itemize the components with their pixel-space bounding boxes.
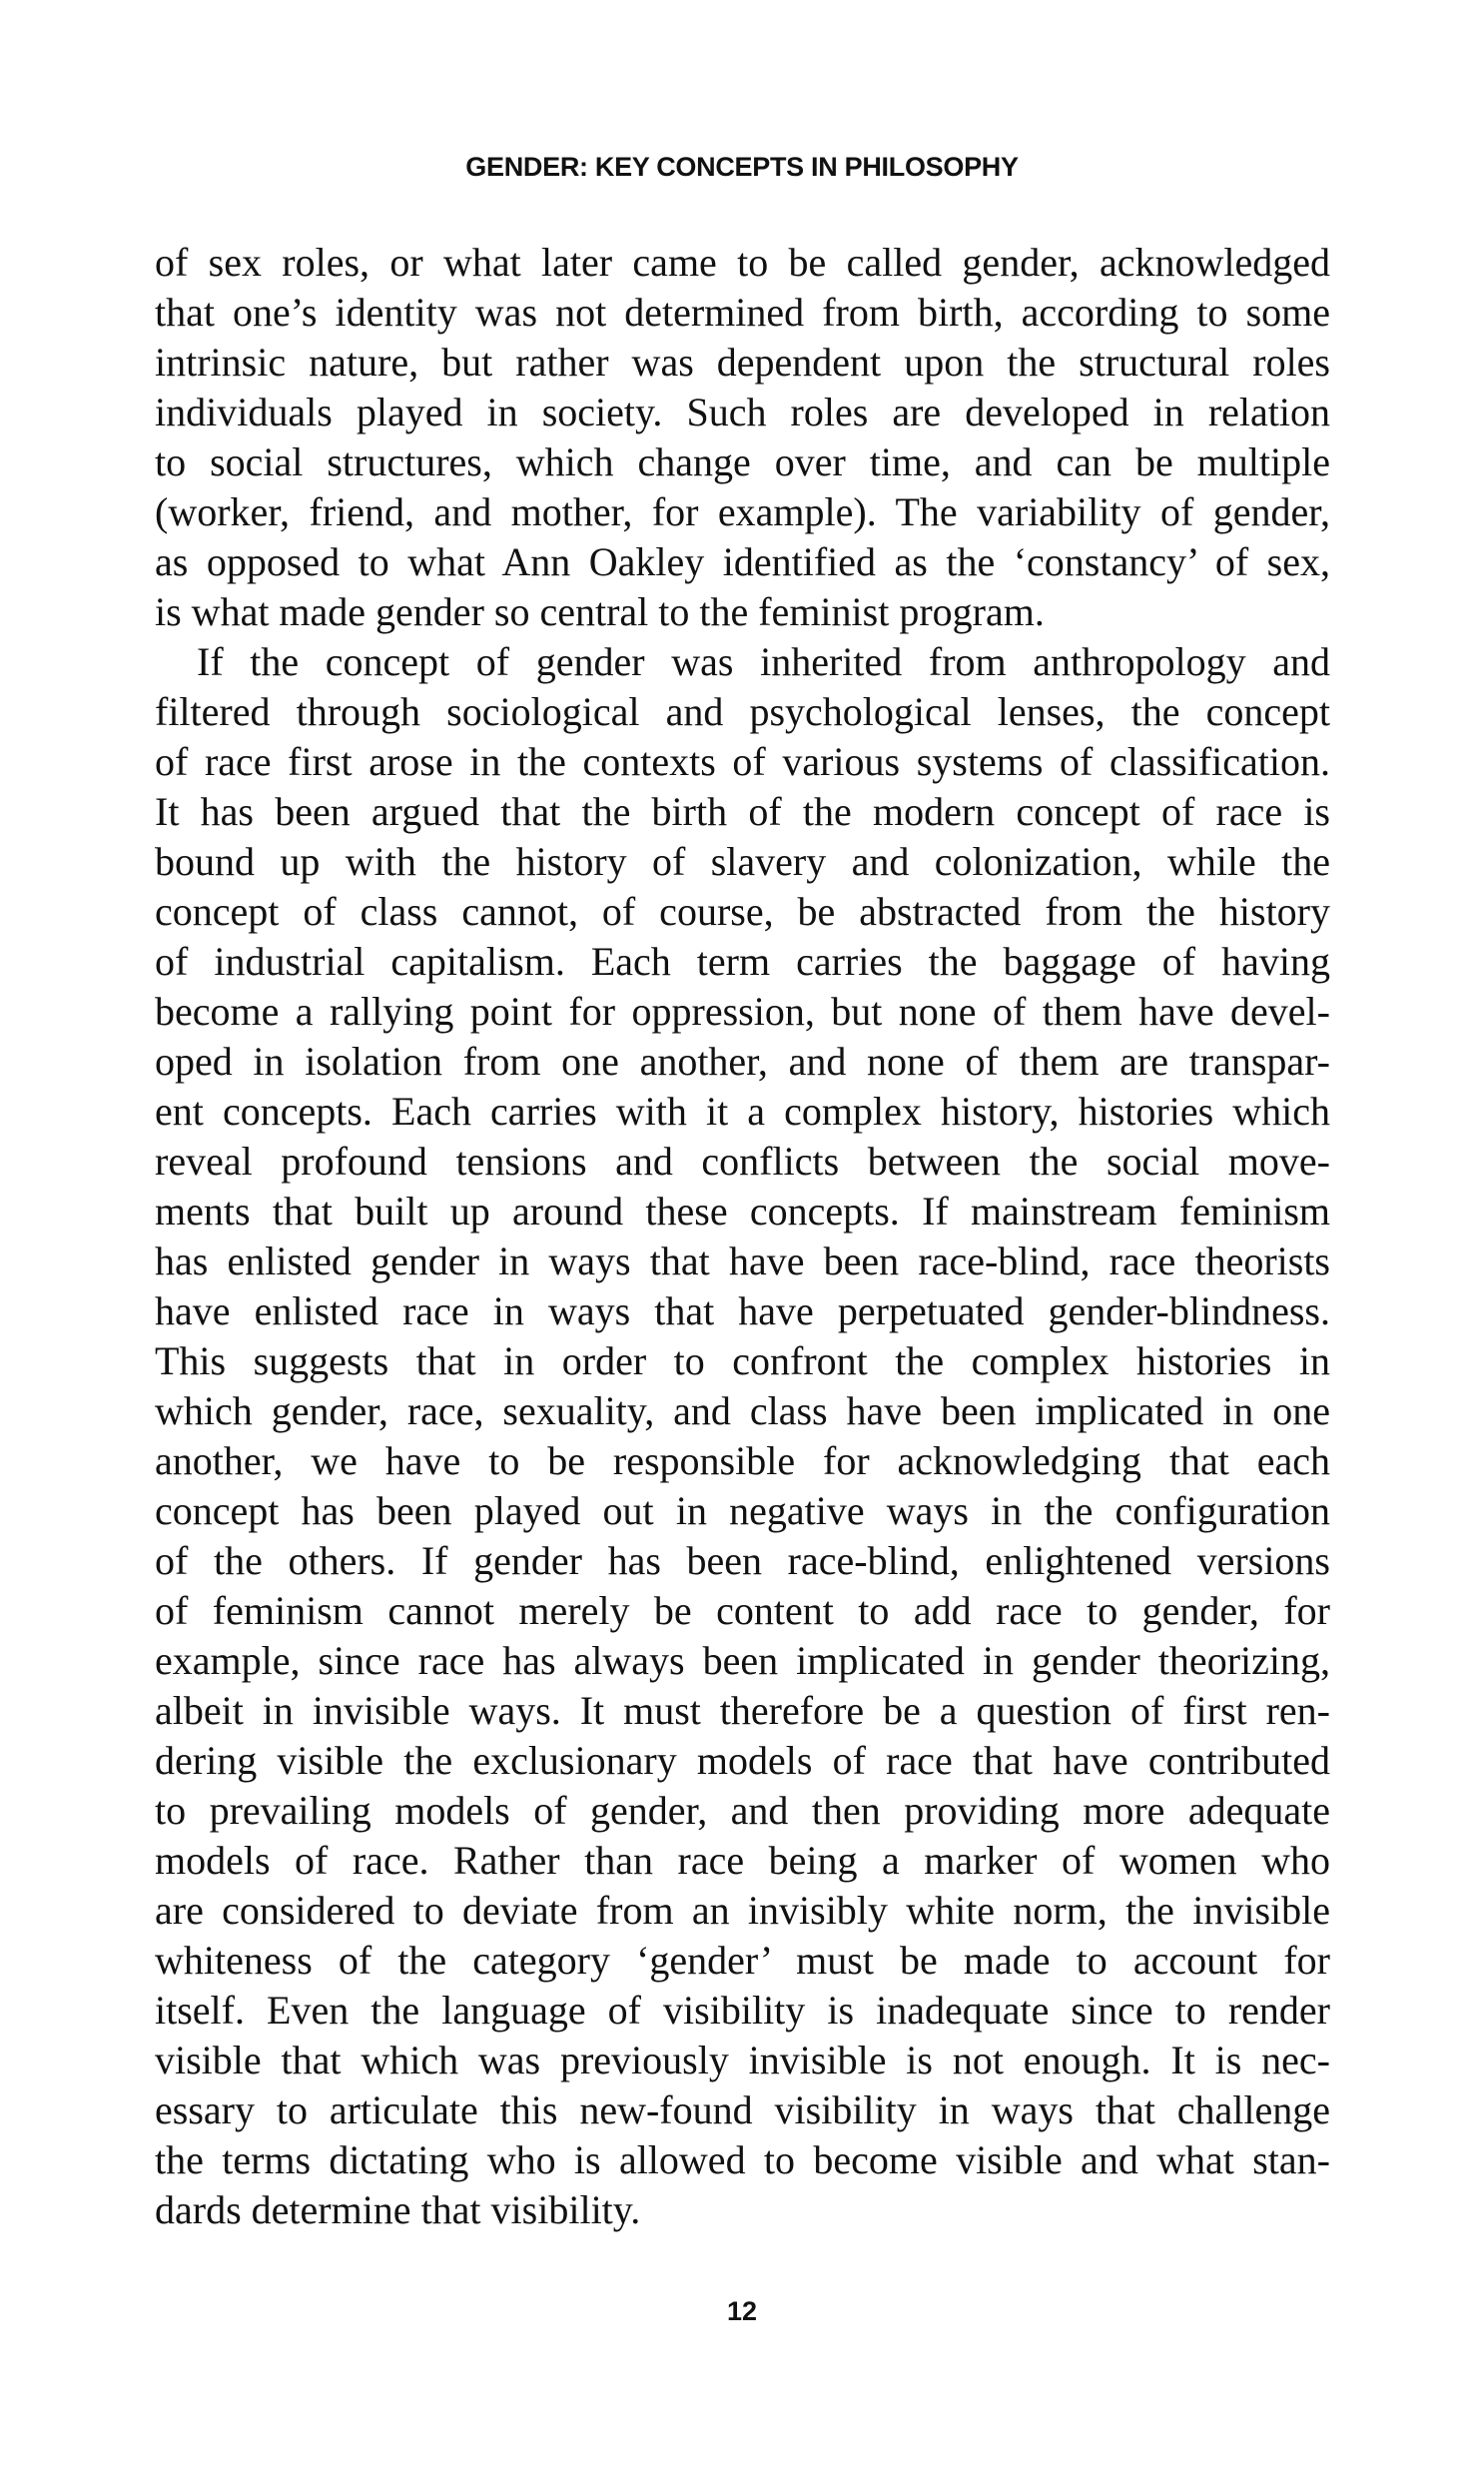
text-line: example, since race has always been implicated in gender theorizing,: [155, 1638, 1330, 1683]
text-line: essary to articulate this new-found visibility in ways that challenge: [155, 2087, 1330, 2132]
text-line: visible that which was previously invisible is not enough. It is nec-: [155, 2038, 1330, 2082]
text-line: of industrial capitalism. Each term carries the baggage of having: [155, 939, 1330, 984]
text-line: (worker, friend, and mother, for example). The variability of gender,: [155, 489, 1330, 534]
text-line: If the concept of gender was inherited from anthropology and: [197, 639, 1330, 684]
text-line: as opposed to what Ann Oakley identified as the ‘constancy’ of sex,: [155, 539, 1330, 584]
text-line: become a rallying point for oppression, but none of them have devel-: [155, 989, 1330, 1034]
text-line: It has been argued that the birth of the modern concept of race is: [155, 789, 1330, 834]
page-number: 12: [726, 2296, 758, 2326]
text-line: the terms dictating who is allowed to become visible and what stan-: [155, 2137, 1330, 2182]
text-line: of sex roles, or what later came to be called gender, acknowledged: [155, 240, 1330, 285]
text-line: dards determine that visibility.: [155, 2187, 641, 2232]
text-line: of feminism cannot merely be content to add race to gender, for: [155, 1588, 1330, 1633]
paragraph-2: [155, 637, 1330, 2235]
text-line: to social structures, which change over time, and can be multiple: [155, 439, 1330, 484]
text-line: another, we have to be responsible for acknowledging that each: [155, 1438, 1330, 1483]
text-line: of race first arose in the contexts of various systems of classification.: [155, 739, 1330, 784]
text-line: oped in isolation from one another, and none of them are transpar-: [155, 1039, 1330, 1084]
text-line: is what made gender so central to the feminist program.: [155, 589, 1045, 634]
text-line: itself. Even the language of visibility is inadequate since to render: [155, 1988, 1330, 2033]
text-line: have enlisted race in ways that have perpetuated gender-blindness.: [155, 1288, 1330, 1333]
text-line: ments that built up around these concepts. If mainstream feminism: [155, 1189, 1330, 1234]
text-line: are considered to deviate from an invisibly white norm, the invisible: [155, 1888, 1330, 1933]
text-line: intrinsic nature, but rather was dependent upon the structural roles: [155, 340, 1330, 385]
text-line: reveal profound tensions and conflicts between the social move-: [155, 1139, 1330, 1184]
text-line: models of race. Rather than race being a marker of women who: [155, 1838, 1330, 1883]
text-line: has enlisted gender in ways that have been race-blind, race theorists: [155, 1238, 1330, 1283]
text-line: filtered through sociological and psychological lenses, the concept: [155, 689, 1330, 734]
text-line: dering visible the exclusionary models of race that have contributed: [155, 1738, 1330, 1783]
text-line: individuals played in society. Such roles are developed in relation: [155, 390, 1330, 434]
text-line: to prevailing models of gender, and then providing more adequate: [155, 1788, 1330, 1833]
text-line: which gender, race, sexuality, and class have been implicated in one: [155, 1388, 1330, 1433]
text-line: of the others. If gender has been race-blind, enlightened versions: [155, 1538, 1330, 1583]
text-line: ent concepts. Each carries with it a complex history, histories which: [155, 1089, 1330, 1134]
text-line: bound up with the history of slavery and colonization, while the: [155, 839, 1330, 884]
text-line: albeit in invisible ways. It must therefore be a question of first ren-: [155, 1688, 1330, 1733]
text-line: concept of class cannot, of course, be abstracted from the history: [155, 889, 1330, 934]
body-text: [155, 238, 1330, 2235]
text-line: whiteness of the category ‘gender’ must be made to account for: [155, 1938, 1330, 1983]
text-line: that one’s identity was not determined from birth, according to some: [155, 290, 1330, 335]
text-line: This suggests that in order to confront the complex histories in: [155, 1338, 1330, 1383]
running-head: GENDER: KEY CONCEPTS IN PHILOSOPHY: [465, 152, 1019, 182]
paragraph-1: [155, 238, 1330, 637]
text-line: concept has been played out in negative ways in the configuration: [155, 1488, 1330, 1533]
